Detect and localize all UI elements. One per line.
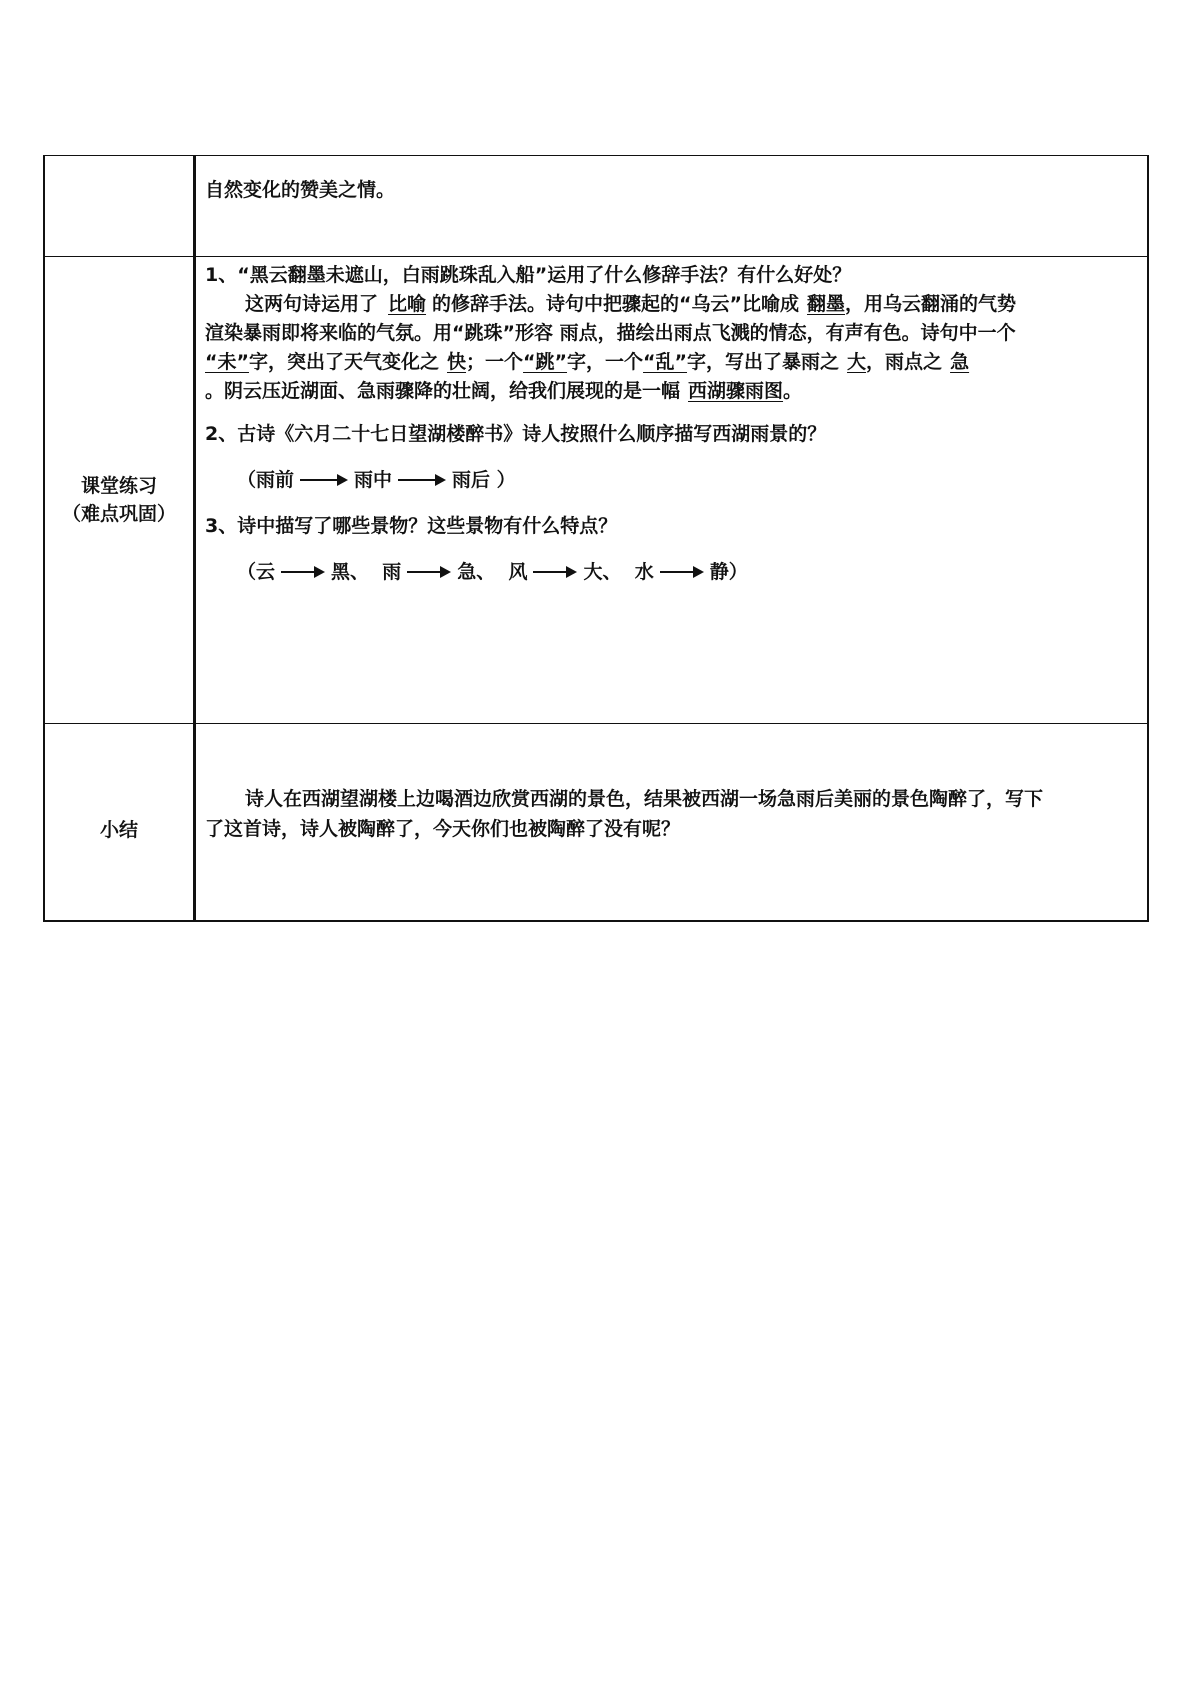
practice-label [45,472,193,528]
blank-luan: “乱” [643,351,688,373]
blank-da: 大 [847,351,867,373]
table-row-summary [45,723,1147,922]
blank-kuai: 快 [447,351,467,373]
summary-line-2: 了这首诗，诗人被陶醉了，今天你们也被陶醉了没有呢？ [205,818,681,840]
question-1: 1、“黑云翻墨未遮山，白雨跳珠乱入船”运用了什么修辞手法？有什么好处？ [205,264,852,286]
arrow-icon [533,561,577,585]
arrow-icon [300,469,348,493]
answer-1-line-4: 。阴云压近湖面、急雨骤降的壮阔，给我们展现的是一幅 西湖骤雨图。 [205,380,803,402]
lesson-table [43,155,1149,922]
answer-2: （雨前 雨中 雨后 ） [237,469,516,491]
blank-wei: “未” [205,351,249,373]
answer-3: （云 黑、 雨 急、 风 大、 水 静） [237,561,748,583]
arrow-icon [398,469,446,493]
practice-label-subtitle: （难点巩固） [61,503,176,525]
table-row-continuation [45,156,1147,256]
blank-fanmo: 翻墨 [807,293,846,315]
question-2: 2、古诗《六月二十七日望湖楼醉书》诗人按照什么顺序描写西湖雨景的？ [205,423,827,445]
answer-1-line-1: 这两句诗运用了 比喻 的修辞手法。诗句中把骤起的“乌云”比喻成 翻墨，用乌云翻涌的气势 [245,293,1017,315]
summary-label: 小结 [99,819,138,841]
blank-ji: 急 [950,351,970,373]
blank-xihu-zhouyu-tu: 西湖骤雨图 [688,380,784,402]
blank-metaphor: 比喻 [388,293,427,315]
arrow-icon [660,561,704,585]
question-3: 3、诗中描写了哪些景物？这些景物有什么特点？ [205,515,618,537]
blank-tiao: “跳” [523,351,568,373]
answer-1-line-2: 渲染暴雨即将来临的气氛。用“跳珠”形容 雨点，描绘出雨点飞溅的情态，有声有色。诗句中一个 [205,322,1016,344]
answer-1-line-3: “未”字，突出了天气变化之 快；一个“跳”字，一个“乱”字，写出了暴雨之 大，雨点之 急 [205,351,970,373]
practice-label-title: 课堂练习 [80,475,157,497]
table-row-practice [45,256,1147,724]
arrow-icon [407,561,451,585]
summary-line-1: 诗人在西湖望湖楼上边喝酒边欣赏西湖的景色，结果被西湖一场急雨后美丽的景色陶醉了，写下 [245,788,1044,810]
continuation-text: 自然变化的赞美之情。 [205,179,396,201]
arrow-icon [281,561,325,585]
